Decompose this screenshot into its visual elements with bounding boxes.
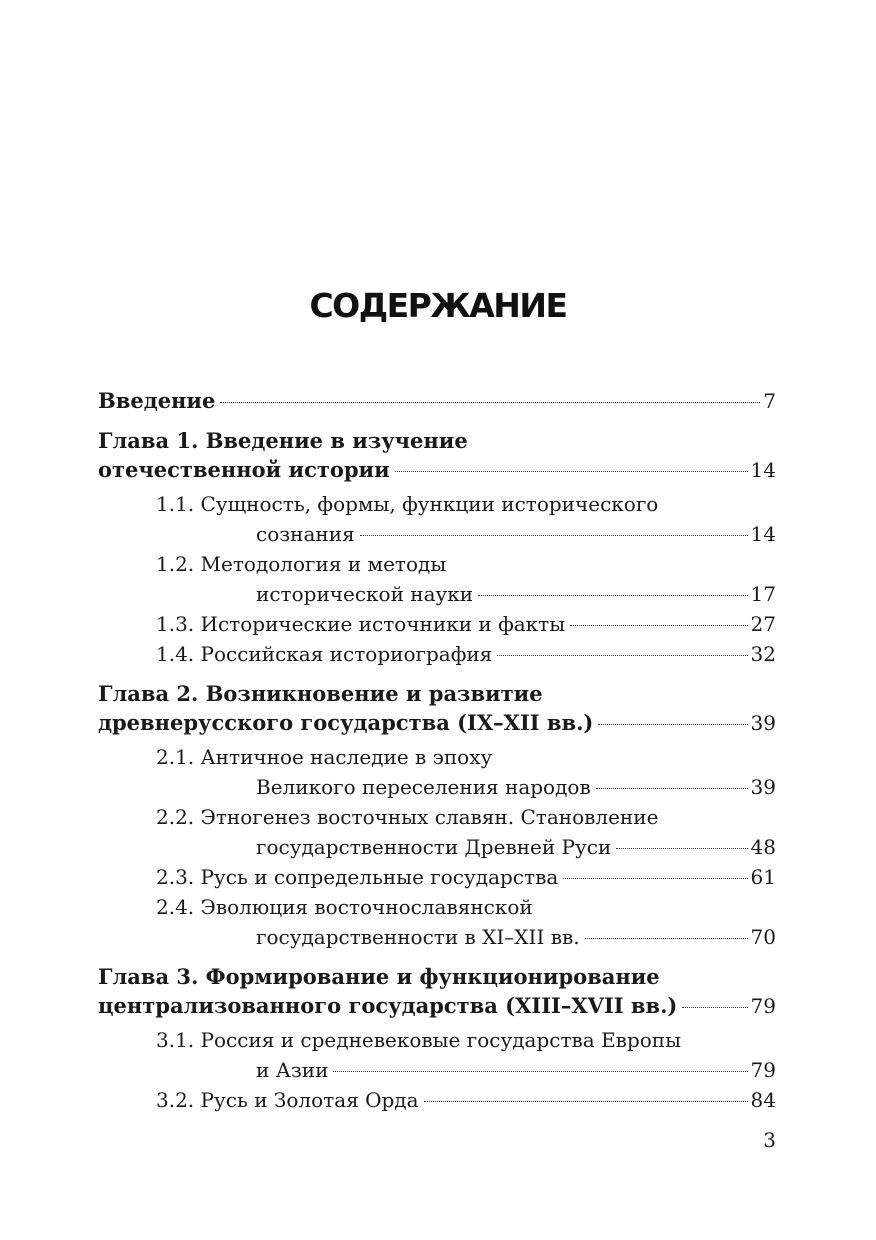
dot-leader [424,1101,748,1102]
dot-leader [682,1007,747,1008]
toc-entry-chapter-2[interactable] [98,679,776,738]
toc-entry-section-1-2[interactable] [98,549,776,609]
dot-leader [497,655,747,656]
toc-label: 1.4. Российская историография [156,642,493,666]
toc-page: 48 [750,835,776,859]
toc-label: централизованного государства (XIII–XVII вв.) [98,993,678,1018]
toc-label: 3.1. Россия и средневековые государства Европы [156,1028,682,1052]
dot-leader [395,471,748,472]
toc-label: Введение [98,388,216,413]
dot-leader [360,535,748,536]
toc-page: 7 [763,389,776,413]
toc-page: 14 [750,522,776,546]
toc-label: Глава 2. Возникновение и развитие [98,681,543,706]
toc-page: 79 [750,1058,776,1082]
toc-label: Глава 3. Формирование и функционирование [98,964,660,989]
toc-label: 2.2. Этногенез восточных славян. Становление [156,805,659,829]
toc-entry-section-1-3[interactable] [98,609,776,639]
toc-entry-section-2-4[interactable] [98,892,776,952]
toc-page: 39 [750,711,776,735]
toc-page: 61 [750,865,776,889]
toc-label: сознания [256,522,355,546]
toc-entry-section-2-1[interactable] [98,742,776,802]
toc-entry-chapter-3[interactable] [98,962,776,1021]
toc-entry-intro[interactable] [98,386,776,416]
toc-entry-section-3-1[interactable] [98,1025,776,1085]
dot-leader [570,625,747,626]
dot-leader [333,1071,747,1072]
toc-entry-section-1-1[interactable] [98,489,776,549]
dot-leader [616,848,747,849]
toc-page: 39 [750,775,776,799]
toc-label: 1.3. Исторические источники и факты [156,612,566,636]
toc-page: 70 [750,925,776,949]
toc-label: государственности Древней Руси [256,835,612,859]
toc-label: 2.3. Русь и сопредельные государства [156,865,559,889]
table-of-contents [98,386,776,1115]
toc-label: 3.2. Русь и Золотая Орда [156,1088,419,1112]
toc-entry-section-2-3[interactable] [98,862,776,892]
page-title: СОДЕРЖАНИЕ [309,286,567,325]
toc-page: 17 [750,582,776,606]
toc-page: 14 [750,458,776,482]
toc-label: отечественной истории [98,457,390,482]
toc-page: 32 [750,642,776,666]
toc-label: древнерусского государства (IX–XII вв.) [98,710,594,735]
toc-page: 79 [750,994,776,1018]
dot-leader [563,878,747,879]
toc-label: Глава 1. Введение в изучение [98,428,468,453]
toc-page: 27 [750,612,776,636]
toc-label: 2.1. Античное наследие в эпоху [156,745,493,769]
toc-page: 84 [750,1088,776,1112]
dot-leader [220,402,760,403]
toc-label: исторической науки [256,582,474,606]
page-number: 3 [763,1128,776,1152]
toc-label: государственности в XI–XII вв. [256,925,580,949]
toc-entry-section-1-4[interactable] [98,639,776,669]
toc-entry-chapter-1[interactable] [98,426,776,485]
dot-leader [596,788,748,789]
toc-label: 1.2. Методология и методы [156,552,447,576]
dot-leader [585,938,748,939]
toc-entry-section-3-2[interactable] [98,1085,776,1115]
dot-leader [478,595,747,596]
dot-leader [598,724,747,725]
toc-label: 1.1. Сущность, формы, функции исторического [156,492,659,516]
toc-entry-section-2-2[interactable] [98,802,776,862]
toc-label: и Азии [256,1058,329,1082]
toc-label: 2.4. Эволюция восточнославянской [156,895,533,919]
toc-label: Великого переселения народов [256,775,591,799]
